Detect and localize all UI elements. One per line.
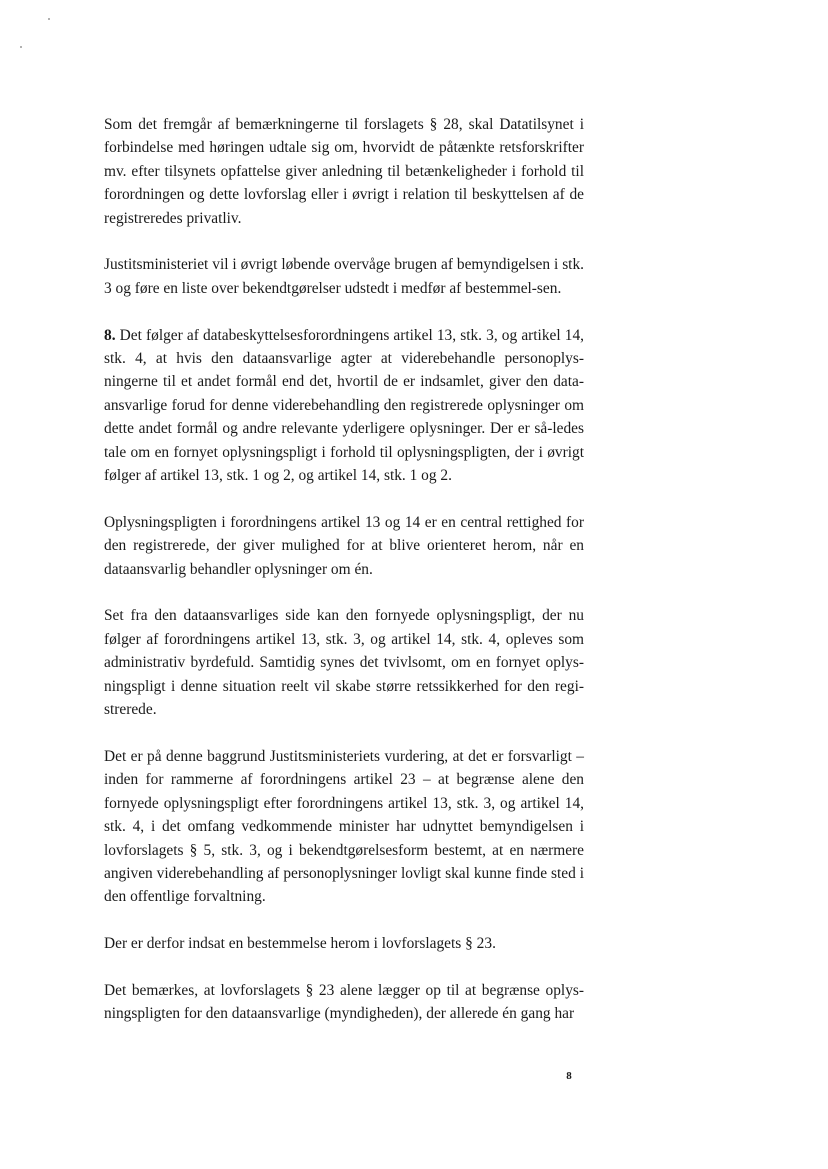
- scan-speck: [48, 18, 50, 20]
- paragraph-text: Oplysningspligten i forordningens artikel 13 og 14 er en central rettighed for den registrerede, der giver mulighed for at blive orienteret herom, når en dataansvarlig behandler oplysninger om én.: [104, 513, 584, 578]
- body-text: [104, 113, 584, 1049]
- page-number: 8: [566, 1070, 572, 1082]
- paragraph-5: [104, 604, 584, 721]
- paragraph-8: [104, 979, 584, 1026]
- paragraph-4: [104, 511, 584, 581]
- paragraph-text: Det følger af databeskyttelsesforordningens artikel 13, stk. 3, og artikel 14, stk. 4, at hvis den dataansvarlige agter at viderebehandle personoplys-ningerne til et andet formål end det, hvortil de er indsamlet, giver den data-ansvarlige forud for denne viderebehandling den registrerede oplysninger om dette andet formål og andre relevante yderligere oplysninger. Der er så-ledes tale om en fornyet oplysningspligt i forhold til oplysningspligten, der i øvrigt følger af artikel 13, stk. 1 og 2, og artikel 14, stk. 1 og 2.: [104, 326, 584, 485]
- paragraph-1: [104, 113, 584, 230]
- paragraph-text: Som det fremgår af bemærkningerne til forslagets § 28, skal Datatilsynet i forbindelse med høringen udtale sig om, hvorvidt de påtænkte retsforskrifter mv. efter tilsynets opfattelse giver anledning til betænkeligheder i forhold til forordningen og dette lovforslag eller i øvrigt i relation til beskyttelsen af de registreredes privatliv.: [104, 116, 584, 227]
- section-number: 8.: [104, 326, 116, 344]
- paragraph-text: Det er på denne baggrund Justitsministeriets vurdering, at det er forsvarligt – inden for rammerne af forordningens artikel 23 – at begrænse alene den fornyede oplysningspligt efter forordningens artikel 13, stk. 3, og artikel 14, stk. 4, i det omfang vedkommende minister har udnyttet bemyndigelsen i lovforslagets § 5, stk. 3, og i bekendtgørelsesform bestemt, at en nærmere angiven viderebehandling af personoplysninger lovligt skal kunne finde sted i den offentlige forvaltning.: [104, 747, 584, 906]
- paragraph-text: Det bemærkes, at lovforslagets § 23 alene lægger op til at begrænse oplys-ningspligten for den dataansvarlige (myndigheden), der allerede én gang har: [104, 981, 584, 1023]
- scan-speck: [20, 46, 22, 48]
- paragraph-6: [104, 745, 584, 909]
- paragraph-text: Der er derfor indsat en bestemmelse herom i lovforslagets § 23.: [104, 935, 496, 953]
- paragraph-7: [104, 932, 584, 955]
- paragraph-2: [104, 253, 584, 300]
- paragraph-text: Set fra den dataansvarliges side kan den fornyede oplysningspligt, der nu følger af forordningens artikel 13, stk. 3, og artikel 14, stk. 4, opleves som administrativ byrdefuld. Samtidig synes det tvivlsomt, om en fornyet oplys-ningspligt i denne situation reelt vil skabe større retssikkerhed for den regi-strerede.: [104, 607, 584, 719]
- paragraph-3: [104, 324, 584, 488]
- paragraph-text: Justitsministeriet vil i øvrigt løbende overvåge brugen af bemyndigelsen i stk. 3 og føre en liste over bekendtgørelser udstedt i medfør af bestemmel-sen.: [104, 256, 584, 297]
